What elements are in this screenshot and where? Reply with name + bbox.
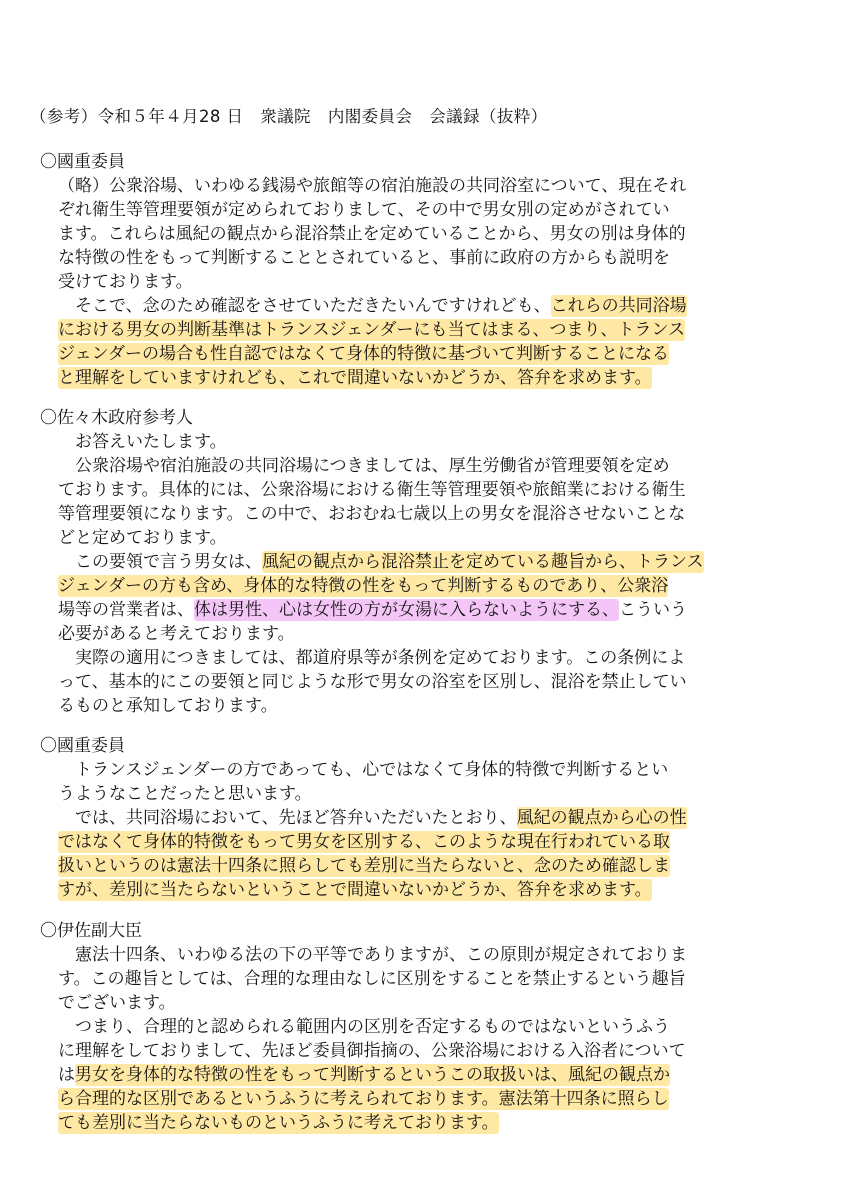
speaker-name: 〇伊佐副大臣 xyxy=(40,921,142,941)
speech-line: 必要があると考えております。 xyxy=(58,624,295,644)
highlighted-text: ジェンダーの場合も性自認ではなくて身体的特徴に基づいて判断することになる xyxy=(58,344,669,364)
speech-text: 場等の営業者は、 xyxy=(58,600,194,620)
highlighted-text: 男女を身体的な特徴の性をもって判断するというこの取扱いは、風紀の観点か xyxy=(75,1065,670,1085)
speech-line: でございます。 xyxy=(58,993,176,1013)
speech-text: そこで、念のため確認をさせていただきたいんですけれども、 xyxy=(58,296,551,316)
speech-section-kokushige-1 xyxy=(40,150,820,390)
highlighted-text: と理解をしていますけれども、これで間違いないかどうか、答弁を求めます。 xyxy=(58,368,652,388)
speech-line: つまり、合理的と認められる範囲内の区別を否定するものではないというふう xyxy=(58,1017,670,1037)
speech-line xyxy=(40,574,820,598)
speech-line: 受けております。 xyxy=(58,272,193,292)
speech-line xyxy=(40,550,820,574)
speech-line: 等管理要領になります。この中で、おおむね七歳以上の男女を混浴させないことな xyxy=(58,504,686,524)
speech-text: は xyxy=(58,1065,75,1085)
speech-line xyxy=(40,1087,820,1111)
speech-line xyxy=(40,1111,820,1135)
speech-line xyxy=(40,1063,820,1087)
speech-line xyxy=(40,598,820,622)
speech-line: ぞれ衛生等管理要領が定められておりまして、その中で男女別の定めがされてい xyxy=(58,200,670,220)
speech-line xyxy=(40,318,820,342)
speech-line: るものと承知しております。 xyxy=(58,696,278,716)
speech-line: に理解をしておりまして、先ほど委員御指摘の、公衆浴場における入浴者について xyxy=(58,1041,686,1061)
speech-line xyxy=(40,806,820,830)
highlighted-text: 扱いというのは憲法十四条に照らしても差別に当たらないと、念のため確認しま xyxy=(58,856,670,876)
document-title: （参考）令和５年４月28 日 衆議院 内閣委員会 会議録（抜粋） xyxy=(30,107,548,126)
highlighted-text: これらの共同浴場 xyxy=(550,296,687,316)
speech-line: 実際の適用につきましては、都道府県等が条例を定めております。この条例によ xyxy=(58,648,686,668)
speech-line xyxy=(40,294,820,318)
highlighted-text: における男女の判断基準はトランスジェンダーにも当てはまる、つまり、トランス xyxy=(58,320,685,340)
pink-highlighted-text: 体は男性、心は女性の方が女湯に入らないようにする、 xyxy=(194,600,619,620)
speech-line: お答えいたします。 xyxy=(58,432,227,452)
speech-line xyxy=(40,854,820,878)
speech-section-sasaki xyxy=(40,406,820,718)
highlighted-text: ジェンダーの方も含め、身体的な特徴の性をもって判断するものであり、公衆浴 xyxy=(58,576,669,596)
speech-text: こういう xyxy=(619,600,687,620)
speech-line: 憲法十四条、いわゆる法の下の平等でありますが、この原則が規定されておりま xyxy=(58,945,687,965)
highlighted-text: 風紀の観点から混浴禁止を定めている趣旨から、トランス xyxy=(262,552,704,572)
speech-line: 公衆浴場や宿泊施設の共同浴場につきましては、厚生労働省が管理要領を定め xyxy=(58,456,670,476)
speech-line xyxy=(40,342,820,366)
highlighted-text: ではなくて身体的特徴をもって男女を区別する、このような現在行われている取 xyxy=(58,832,670,852)
speech-line: トランスジェンダーの方であっても、心ではなくて身体的特徴で判断するとい xyxy=(58,760,669,780)
speech-line: す。この趣旨としては、合理的な理由なしに区別をすることを禁止するという趣旨 xyxy=(58,969,686,989)
speech-line: ます。これらは風紀の観点から混浴禁止を定めていることから、男女の別は身体的 xyxy=(58,224,686,244)
speech-line: ております。具体的には、公衆浴場における衛生等管理要領や旅館業における衛生 xyxy=(58,480,686,500)
speech-section-isa xyxy=(40,919,820,1135)
highlighted-text: すが、差別に当たらないということで間違いないかどうか、答弁を求めます。 xyxy=(58,880,652,900)
speech-text: この要領で言う男女は、 xyxy=(58,552,262,572)
speech-line xyxy=(40,366,820,390)
speech-line: どと定めております。 xyxy=(58,528,227,548)
highlighted-text: ら合理的な区別であるというふうに考えられております。憲法第十四条に照らし xyxy=(58,1089,669,1109)
speech-section-kokushige-2 xyxy=(40,734,820,902)
speech-line: って、基本的にこの要領と同じような形で男女の浴室を区別し、混浴を禁止してい xyxy=(58,672,687,692)
speech-line: な特徴の性をもって判断することとされていると、事前に政府の方からも説明を xyxy=(58,248,670,268)
speech-text: では、共同浴場において、先ほど答弁いただいたとおり、 xyxy=(58,808,517,828)
speech-line: （略）公衆浴場、いわゆる銭湯や旅館等の宿泊施設の共同浴室について、現在それ xyxy=(58,176,687,196)
speech-line xyxy=(40,830,820,854)
speaker-name: 〇國重委員 xyxy=(40,152,125,172)
speech-line xyxy=(40,878,820,902)
speaker-name: 〇國重委員 xyxy=(40,736,125,756)
highlighted-text: ても差別に当たらないものというふうに考えております。 xyxy=(58,1113,499,1133)
speech-line: うようなことだったと思います。 xyxy=(58,784,312,804)
speaker-name: 〇佐々木政府参考人 xyxy=(40,408,193,428)
highlighted-text: 風紀の観点から心の性 xyxy=(516,808,687,828)
